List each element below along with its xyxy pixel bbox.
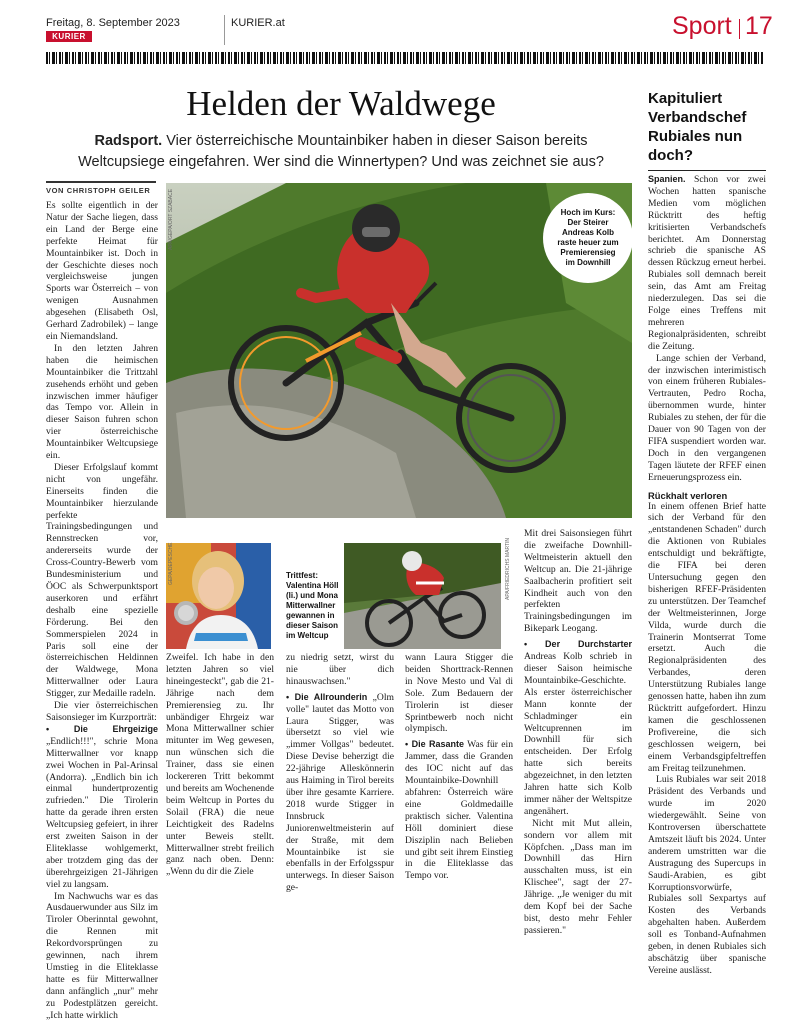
photo-caption: Trittfest: Valentina Höll (li.) und Mona Mitterwallner gewannen in dieser Saison im Weltcup (286, 571, 339, 640)
article-column-1 (46, 200, 158, 1021)
sidebar-headline: Kapituliert Verbandschef Rubiales nun doch? (648, 90, 747, 164)
photo-credit: APA/GEPA/ORT SZABACE (168, 188, 174, 250)
paragraph: Lange schien der Verband, der inzwischen interimistisch von einem früheren Rubiales-Vertrauten, Pedro Rocha, übernommen wurde, hinter Rubiales zu stehen, der für die Dauer von 90 Tagen von der FIFA suspendiert worden war. Doch in den vergangenen Tagen läutete der RFEF einen Erneuerungsprozess ein. (648, 352, 766, 483)
site-url: KURIER.at (231, 17, 285, 29)
profile-label: • Die Ehrgeizige (46, 723, 158, 734)
paragraph: In einem offenen Brief hatte sich der Verband für den „entstandenen Schaden" durch die Aktionen von Rubiales entschuldigt und bekräftigte, die FIFA bei deren Untersuchung gegen den bisherigen RFEF-Präsidenten zu unterstützen. Der Teamchef der Weltmeisterinnen, Jorge Vilda, wurde durch die Trainerin Montserrat Tome ersetzt. Auch die Regionalpräsidenten des Verbandes, deren Unterstützung Rubiales lange genossen hatte, haben ihn zum Rücktritt aufgefordert. Hinzu kamen die geschlossenen Profivereine, die sich geschlossen weigern, bei einem Verbandsgipfeltreffen am Freitag teilzunehmen. (648, 500, 766, 774)
profile-text: Was für ein Jammer, dass die Granden des IOC nicht auf das Mountainbike-Downhill abfahren: Österreich wäre eine Goldmedaille praktisch sicher. Valentina Höll dominiert diese Disziplin nach Belieben und gibt seit ihrem Einstieg in die Eliteklasse das Tempo vor. (405, 739, 513, 882)
paragraph: zu niedrig setzt, wirst du nie über dich hinauswachsen." (286, 652, 394, 687)
sidebar-text: Schon vor zwei Wochen hatten spanische Medien vom möglichen Rücktritt des heftig kritisierten Verbandschefs berichtet. Am Donnerstag schrieb die spanische AS dessen Rückzug erneut herbei. Rubiales soll demnach bereit sein, das Amt am Freitag niederzulegen. Das sei die Folge eines Treffens mit mehreren Regionalpräsidenten, schreibt die Zeitung. (648, 174, 766, 352)
section-title: Sport (672, 12, 732, 40)
cross-country-photo (344, 543, 501, 649)
kurier-logo: KURIER (46, 31, 92, 42)
header-divider (224, 15, 225, 45)
paragraph: Zweifel. Ich habe in den letzten Jahren so viel hineingesteckt", gab die 21-Jährige nach dem Premierensieg zu. Ihr unbändiger Ehrgeiz war Mona Mitterwallner schier mitunter im Weg gewesen, nun wünschen sich die Trainer, dass sie einen lockereren Tritt bekommt und bereits am Wochenende beim Weltcup in Portes du Solail (FRA) die neue Leichtigkeit des Radelns unter Beweis stellt. Mitterwallner strebt freilich ganz nach oben. Denn: „Wenn du dir die Ziele (166, 652, 275, 878)
profile-label: • Der Durchstarter (524, 639, 632, 650)
lead-kicker: Radsport. (94, 133, 163, 149)
profile-text: Andreas Kolb schrieb in dieser Saison heimische Mountainbike-Geschichte. Als erster österreichischer Mann konnte der Schladminger ein Weltcuprennen im Downhill für sich entscheiden. Der Erfolg hatte sich bereits abgezeichnet, in den letzten Jahren hatte sich Kolb immer näher der Weltspitze angenähert. (524, 651, 632, 817)
paragraph: Nicht mit Mut allein, sondern vor allem mit Köpfchen. „Dass man im Downhill das Hirn ausschalten muss, ist ein Klischee", sagt der 27-Jährige. „Je weniger du mit dem Kopf bei der Sache bist, desto mehr Fehler passieren." (524, 817, 632, 936)
article-column-3 (286, 652, 394, 894)
photo-caption: Hoch im Kurs: Der Steirer Andreas Kolb raste heuer zum Premierensieg im Downhill (557, 208, 619, 267)
paragraph (405, 739, 513, 882)
photo-credit: GEPA/DEPESCHE (168, 542, 174, 585)
paragraph: Dieser Erfolgslauf kommt nicht von ungefähr. Einerseits finden die Mountainbiker hierzulande perfekte Trainingsbedingungen und Rennstrecken vor, andererseits wurde der Cross-Country-Bewerb vom Bundesministerium und ÖOC als Schwerpunktsport auserkoren und erfährt deshalb eine spezielle Förderung. Bei den Sommerspielen 2024 in Paris soll eine der österreichischen Heldinnen der Waldwege, Mona Mitterwallner oder Laura Stigger, zur Medaille radeln. (46, 461, 158, 700)
article-headline: Helden der Waldwege (186, 84, 496, 123)
paragraph (46, 724, 158, 891)
sidebar-rule (648, 170, 766, 171)
paragraph: wann Laura Stigger die beiden Shorttrack-Rennen in Nove Mesto und Val di Sole. Zum Bedauern der Tirolerin ist dieser Sprintbewerb noch nicht olympisch. (405, 652, 513, 735)
paragraph (286, 692, 394, 894)
author-rule (46, 181, 156, 183)
athlete-portrait (166, 543, 271, 649)
paragraph: Luis Rubiales war seit 2018 Präsident des Verbands und wurde im 2020 wiedergewählt. Seine von Kontroversen überschattete Amtszeit läuft bis 2024. Unter anderem umstritten war die Austragung des Supercups in Saudi-Arabien, es gibt Korruptionsvorwürfe, Rubiales soll Sexpartys auf Kosten des Verbands abgehalten haben. Außerdem soll es Tonband-Aufnahmen geben, in denen Rubiales sich abschätzig über spanische Vereine auslässt. (648, 774, 766, 976)
sidebar-subheading: Rückhalt verloren (648, 489, 728, 501)
profile-label: • Die Rasante (405, 739, 465, 750)
lead-text: Vier österreichische Mountainbiker haben in dieser Saison bereits Weltcupsiege eingefahren. Wer sind die Winnertypen? Und was zeichnet sie aus? (78, 133, 604, 170)
barcode-strip (46, 52, 764, 64)
paragraph: Im Nachwuchs war es das Ausdauerwunder aus Silz im Tiroler Oberinntal gewohnt, die Rennen mit Rekordvorsprüngen zu gewinnen, nach ihrem Umstieg in die Eliteklasse hatte es für Mitterwallner dann anfänglich „nur" mehr zu Podestplätzen gereicht. „Ich hatte wirklich (46, 890, 158, 1021)
paragraph: Die vier österreichischen Saisonsieger im Kurzporträt: (46, 700, 158, 723)
photo-credit: APA/FRIEDRICHS MARTIN (505, 537, 511, 600)
photo-caption-bubble (543, 193, 633, 283)
profile-text: „Olm volle" lautet das Motto von Laura Stigger, was übersetzt so viel wie „immer Vollgas" bedeutet. Diese Devise beherzigt die 22-jährige Alleskönnerin aus Haiming in Tirol bereits über ihre gesamte Karriere. 2018 wurde Stigger in Innsbruck Juniorenweltmeisterin auf der Straße, mit dem Mountainbike ist sie ebenfalls in der Erfolgsspur unterwegs. In dieser Saison ge- (286, 691, 394, 894)
paragraph (524, 639, 632, 818)
article-column-5 (524, 528, 632, 936)
sidebar-kicker: Spanien. (648, 174, 686, 184)
paragraph: Mit drei Saisonsiegen führt die zweifache Downhill-Weltmeisterin aktuell den Weltcup an. Die 21-jährige Saalbacherin profitiert seit Kindheit auch von den perfekten Trainingsbedingungen im Bikepark Leogang. (524, 528, 632, 635)
photo-mona-mitterwallner (344, 543, 501, 649)
paragraph: In den letzten Jahren haben die heimischen Mountainbiker die Trittzahl zusehends erhöht und geben inzwischen immer häufiger das Tempo vor. Allein in dieser Saison fuhren schon vier österreichische Mountainbiker Weltcupsiege ein. (46, 342, 158, 462)
profile-label: • Die Allrounderin (286, 691, 368, 702)
author-byline: VON CHRISTOPH GEILER (46, 186, 151, 195)
article-column-4 (405, 652, 513, 882)
paragraph (648, 174, 766, 353)
issue-date: Freitag, 8. September 2023 (46, 17, 180, 29)
article-column-2 (166, 652, 275, 878)
article-lead (60, 131, 622, 173)
photo-valentina-hoell (166, 543, 271, 649)
page-number-divider (739, 19, 740, 39)
sidebar-article (648, 174, 766, 976)
profile-text: „Endlich!!!", schrie Mona Mitterwallner vor knapp zwei Wochen in Pal-Arinsal (Andorra). „Endlich bin ich einmal hundertprozentig zufrieden." Die Tirolerin hatte da gerade ihren ersten Weltcupsieg gefeiert, in ihrer erst zweiten Saison in der Eliteklasse wohlgemerkt, aber trotzdem ging das der überehrgeizigen 21-Jährigen viel zu langsam. (46, 735, 158, 890)
paragraph: Es sollte eigentlich in der Natur der Sache liegen, dass ein Land der Berge eine perfekte Heimat für Mountainbiker ist. Doch in der Geschichte dieses noch vergleichsweise jungen Sports war Österreich – von wenigen Ausnahmen abgesehen (Elisabeth Osl, Gerhard Zadrobilek) – lange ein Niemandsland. (46, 200, 158, 342)
page-number: 17 (745, 12, 773, 40)
